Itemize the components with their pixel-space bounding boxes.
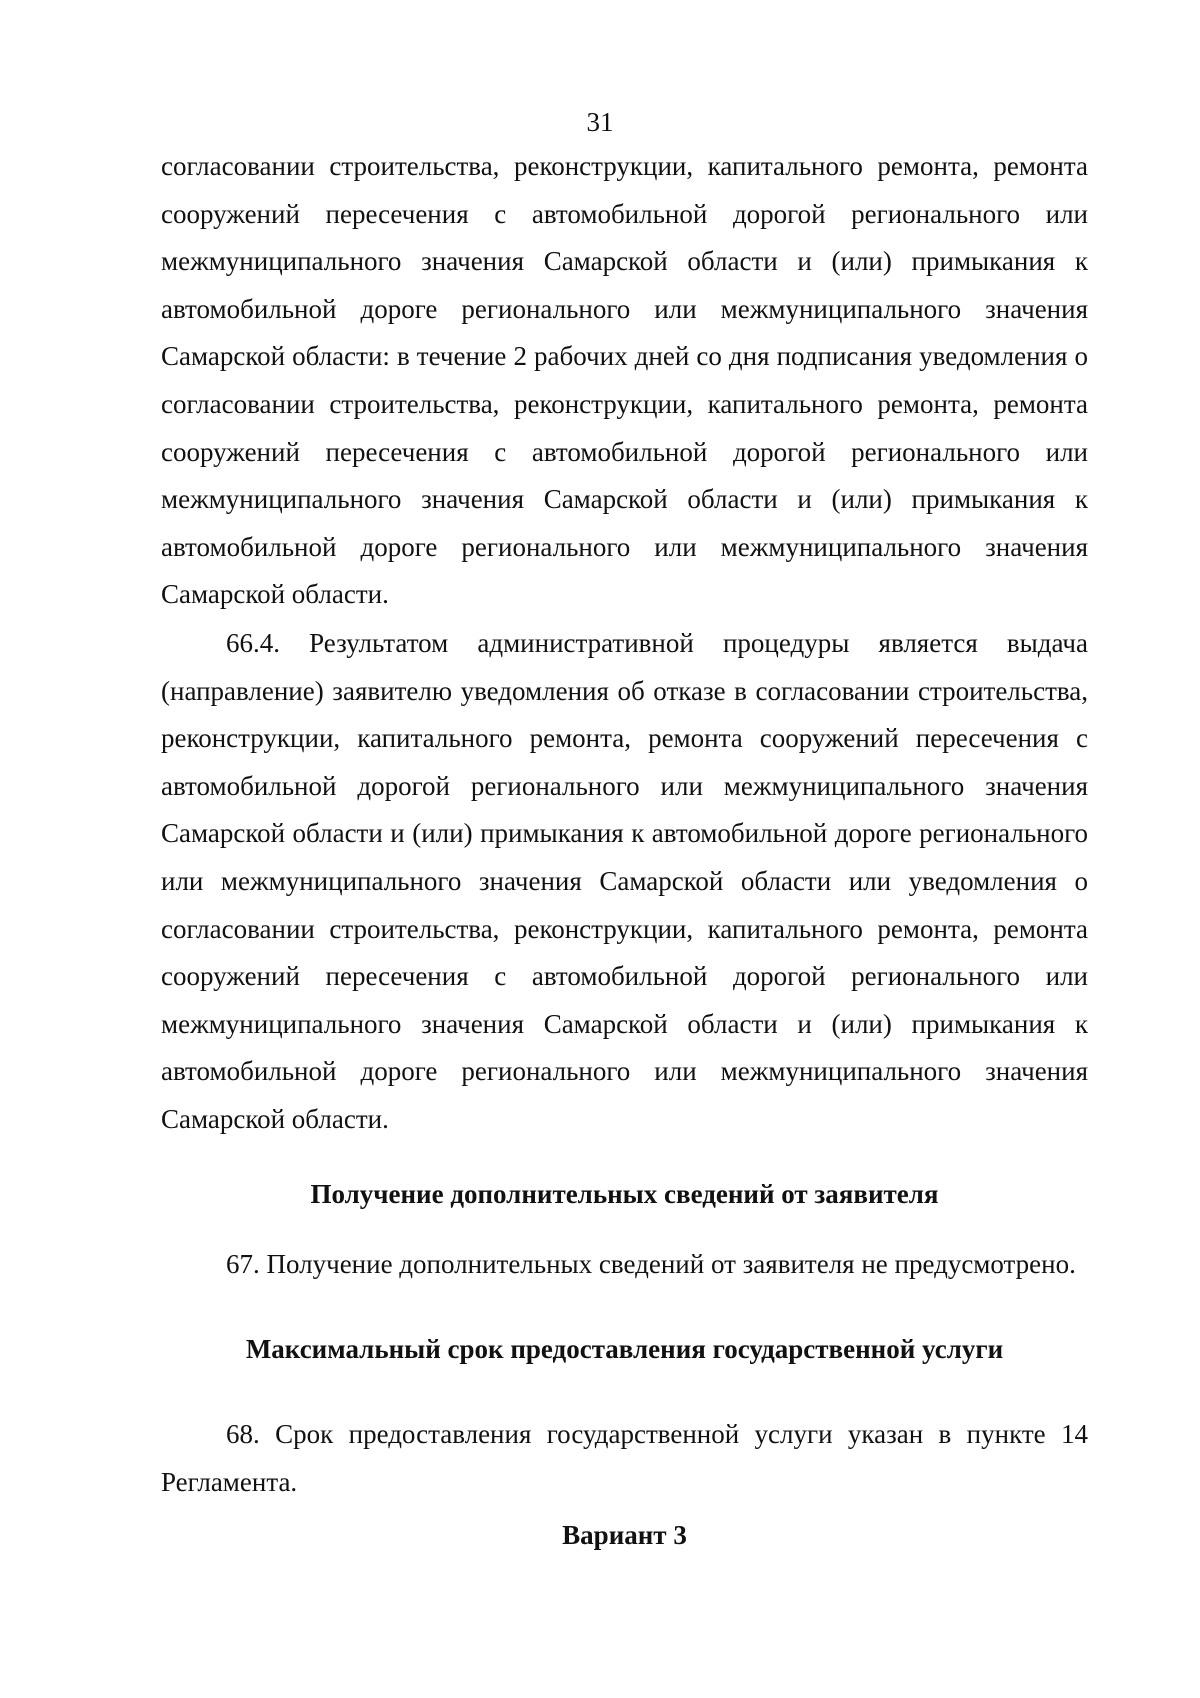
page-number: 31 bbox=[586, 107, 614, 137]
heading-max-term: Максимальный срок предоставления государственной услуги bbox=[245, 1333, 1004, 1364]
paragraph-66-4: 66.4. Результатом административной процедуры является выдача (направление) заявителю уведомления об отказе в согласовании строительства, реконструкции, капитального ремонта, ремонта сооружений пересечения с автомобильной дорогой регионального или межмуниципального значения Самарской области и (или) примыкания к автомобильной дороге регионального или межмуниципального значения Самарской области или уведомления о согласовании строительства, реконструкции, капитального ремонта, ремонта сооружений пересечения с автомобильной дорогой регионального или межмуниципального значения Самарской области и (или) примыкания к автомобильной дороге регионального или межмуниципального значения Самарской области. bbox=[161, 627, 1088, 1134]
document-body bbox=[161, 143, 1088, 1560]
paragraph-68: 68. Срок предоставления государственной услуги указан в пункте 14 Регламента. bbox=[161, 1419, 1088, 1497]
heading-additional-info: Получение дополнительных сведений от заявителя bbox=[310, 1179, 939, 1210]
heading-variant-3: Вариант 3 bbox=[562, 1520, 687, 1551]
paragraph-67: 67. Получение дополнительных сведений от заявителя не предусмотрено. bbox=[226, 1249, 1076, 1280]
paragraph-continuation: согласовании строительства, реконструкции, капитального ремонта, ремонта сооружений пересечения с автомобильной дорогой регионального или межмуниципального значения Самарской области и (или) примыкания к автомобильной дороге регионального или межмуниципального значения Самарской области: в течение 2 рабочих дней со дня подписания уведомления о согласовании строительства, реконструкции, капитального ремонта, ремонта сооружений пересечения с автомобильной дорогой регионального или межмуниципального значения Самарской области и (или) примыкания к автомобильной дороге регионального или межмуниципального значения Самарской области. bbox=[161, 151, 1088, 610]
